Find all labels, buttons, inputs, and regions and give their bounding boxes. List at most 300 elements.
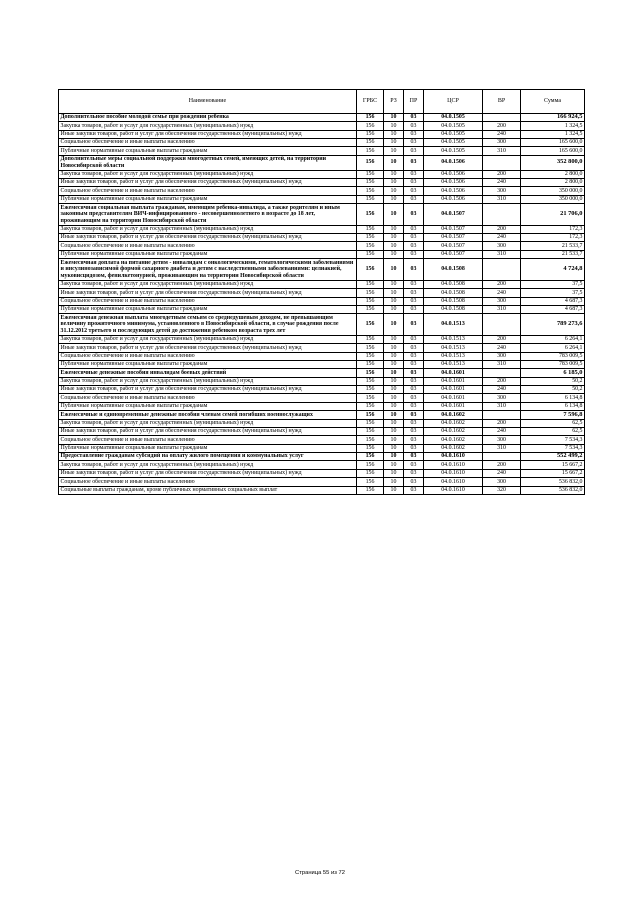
cell-name: Закупка товаров, работ и услуг для государственных (муниципальных) нужд (59, 377, 357, 385)
cell-csr: 04.0.1506 (424, 170, 483, 178)
cell-sum: 352 800,0 (521, 155, 585, 170)
cell-vr: 300 (483, 187, 521, 195)
column-header-rz: РЗ (384, 90, 404, 114)
cell-rz: 10 (384, 289, 404, 297)
cell-grbs: 156 (357, 130, 384, 138)
cell-sum: 4 724,8 (521, 259, 585, 281)
cell-name: Закупка товаров, работ и услуг для государственных (муниципальных) нужд (59, 225, 357, 233)
cell-name: Дополнительное пособие молодой семье при рождении ребенка (59, 113, 357, 121)
cell-name: Предоставление гражданам субсидий на оплату жилого помещения и коммунальных услуг (59, 453, 357, 461)
table-row (59, 242, 585, 250)
table-row (59, 225, 585, 233)
cell-vr: 200 (483, 122, 521, 130)
cell-name: Социальное обеспечение и иные выплаты населению (59, 138, 357, 146)
cell-pr: 03 (404, 394, 424, 402)
cell-name: Социальное обеспечение и иные выплаты населению (59, 478, 357, 486)
cell-csr: 04.0.1507 (424, 250, 483, 258)
cell-csr: 04.0.1610 (424, 469, 483, 477)
cell-sum: 1 324,5 (521, 122, 585, 130)
cell-sum: 37,5 (521, 289, 585, 297)
cell-grbs: 156 (357, 147, 384, 155)
table-row (59, 478, 585, 486)
table-section-row (59, 314, 585, 336)
cell-vr: 200 (483, 461, 521, 469)
cell-name: Иные закупки товаров, работ и услуг для обеспечения государственных (муниципальных) нужд (59, 427, 357, 435)
cell-grbs: 156 (357, 486, 384, 494)
table-row (59, 394, 585, 402)
cell-csr: 04.0.1601 (424, 402, 483, 410)
cell-vr: 200 (483, 377, 521, 385)
cell-sum: 15 667,2 (521, 469, 585, 477)
cell-rz: 10 (384, 360, 404, 368)
cell-vr: 310 (483, 305, 521, 313)
cell-grbs: 156 (357, 187, 384, 195)
cell-sum: 172,3 (521, 225, 585, 233)
cell-sum: 783 009,5 (521, 360, 585, 368)
column-header-pr: ПР (404, 90, 424, 114)
cell-rz: 10 (384, 130, 404, 138)
cell-sum: 4 687,3 (521, 305, 585, 313)
cell-vr: 300 (483, 436, 521, 444)
cell-sum: 350 000,0 (521, 187, 585, 195)
cell-vr: 240 (483, 386, 521, 394)
cell-vr: 240 (483, 427, 521, 435)
cell-rz: 10 (384, 259, 404, 281)
cell-grbs: 156 (357, 444, 384, 452)
table-section-row (59, 259, 585, 281)
cell-sum: 62,5 (521, 419, 585, 427)
cell-vr: 300 (483, 478, 521, 486)
cell-pr: 03 (404, 242, 424, 250)
cell-pr: 03 (404, 234, 424, 242)
cell-csr: 04.0.1507 (424, 242, 483, 250)
cell-grbs: 156 (357, 204, 384, 226)
cell-csr: 04.0.1601 (424, 394, 483, 402)
cell-vr: 300 (483, 394, 521, 402)
cell-vr (483, 314, 521, 336)
cell-rz: 10 (384, 369, 404, 377)
cell-sum: 2 800,0 (521, 179, 585, 187)
cell-grbs: 156 (357, 394, 384, 402)
cell-sum: 2 800,0 (521, 170, 585, 178)
cell-grbs: 156 (357, 259, 384, 281)
table-row (59, 179, 585, 187)
cell-vr: 240 (483, 179, 521, 187)
cell-name: Иные закупки товаров, работ и услуг для обеспечения государственных (муниципальных) нужд (59, 469, 357, 477)
cell-rz: 10 (384, 250, 404, 258)
table-row (59, 147, 585, 155)
cell-grbs: 156 (357, 386, 384, 394)
cell-csr: 04.0.1507 (424, 225, 483, 233)
cell-sum: 783 009,5 (521, 352, 585, 360)
cell-name: Закупка товаров, работ и услуг для государственных (муниципальных) нужд (59, 280, 357, 288)
cell-vr: 240 (483, 344, 521, 352)
cell-grbs: 156 (357, 225, 384, 233)
cell-rz: 10 (384, 411, 404, 419)
cell-grbs: 156 (357, 402, 384, 410)
cell-rz: 10 (384, 444, 404, 452)
cell-sum: 6 264,1 (521, 344, 585, 352)
cell-grbs: 156 (357, 113, 384, 121)
cell-csr: 04.0.1505 (424, 130, 483, 138)
cell-name: Иные закупки товаров, работ и услуг для обеспечения государственных (муниципальных) нужд (59, 234, 357, 242)
table-row (59, 305, 585, 313)
cell-rz: 10 (384, 297, 404, 305)
cell-pr: 03 (404, 369, 424, 377)
cell-csr: 04.0.1601 (424, 386, 483, 394)
cell-grbs: 156 (357, 314, 384, 336)
cell-rz: 10 (384, 113, 404, 121)
cell-pr: 03 (404, 130, 424, 138)
cell-name: Иные закупки товаров, работ и услуг для обеспечения государственных (муниципальных) нужд (59, 386, 357, 394)
cell-name: Закупка товаров, работ и услуг для государственных (муниципальных) нужд (59, 419, 357, 427)
table-row (59, 469, 585, 477)
cell-sum: 350 000,0 (521, 195, 585, 203)
cell-csr: 04.0.1513 (424, 314, 483, 336)
cell-name: Публичные нормативные социальные выплаты гражданам (59, 444, 357, 452)
cell-pr: 03 (404, 187, 424, 195)
cell-vr: 240 (483, 469, 521, 477)
cell-sum: 4 687,3 (521, 297, 585, 305)
cell-csr: 04.0.1505 (424, 138, 483, 146)
cell-pr: 03 (404, 250, 424, 258)
cell-pr: 03 (404, 478, 424, 486)
cell-sum: 21 533,7 (521, 250, 585, 258)
cell-rz: 10 (384, 204, 404, 226)
cell-vr (483, 259, 521, 281)
cell-grbs: 156 (357, 419, 384, 427)
table-section-row (59, 113, 585, 121)
cell-rz: 10 (384, 179, 404, 187)
cell-sum: 37,5 (521, 280, 585, 288)
cell-vr: 240 (483, 289, 521, 297)
cell-sum: 7 534,3 (521, 444, 585, 452)
table-row (59, 419, 585, 427)
cell-grbs: 156 (357, 234, 384, 242)
cell-grbs: 156 (357, 155, 384, 170)
cell-vr (483, 113, 521, 121)
cell-vr (483, 453, 521, 461)
cell-csr: 04.0.1602 (424, 444, 483, 452)
cell-rz: 10 (384, 394, 404, 402)
cell-grbs: 156 (357, 138, 384, 146)
cell-name: Ежемесячная денежная выплата многодетным семьям со среднедушевым доходом, не превышающим величину прожиточного минимума, установленного в Новосибирской области, в случае рождения после 31.12.2012 третьего и последующих детей до достижения ребенком возраста трех лет (59, 314, 357, 336)
cell-name: Социальное обеспечение и иные выплаты населению (59, 394, 357, 402)
cell-sum: 15 667,2 (521, 461, 585, 469)
table-section-row (59, 155, 585, 170)
cell-vr (483, 369, 521, 377)
cell-vr: 200 (483, 335, 521, 343)
cell-csr: 04.0.1610 (424, 486, 483, 494)
table-section-row (59, 411, 585, 419)
cell-name: Публичные нормативные социальные выплаты гражданам (59, 402, 357, 410)
cell-grbs: 156 (357, 360, 384, 368)
cell-pr: 03 (404, 377, 424, 385)
cell-name: Публичные нормативные социальные выплаты гражданам (59, 360, 357, 368)
cell-csr: 04.0.1601 (424, 377, 483, 385)
table-row (59, 461, 585, 469)
cell-rz: 10 (384, 195, 404, 203)
cell-sum: 6 134,8 (521, 402, 585, 410)
cell-rz: 10 (384, 427, 404, 435)
cell-grbs: 156 (357, 289, 384, 297)
cell-pr: 03 (404, 335, 424, 343)
cell-vr: 200 (483, 225, 521, 233)
cell-rz: 10 (384, 436, 404, 444)
cell-name: Ежемесячные и единовременные денежные пособия членам семей погибших военнослужащих (59, 411, 357, 419)
cell-grbs: 156 (357, 469, 384, 477)
cell-name: Социальное обеспечение и иные выплаты населению (59, 242, 357, 250)
cell-rz: 10 (384, 478, 404, 486)
cell-pr: 03 (404, 225, 424, 233)
table-row (59, 138, 585, 146)
cell-sum: 6 134,8 (521, 394, 585, 402)
cell-pr: 03 (404, 436, 424, 444)
cell-rz: 10 (384, 461, 404, 469)
cell-vr: 310 (483, 444, 521, 452)
cell-sum: 50,2 (521, 386, 585, 394)
cell-csr: 04.0.1513 (424, 335, 483, 343)
cell-grbs: 156 (357, 352, 384, 360)
cell-grbs: 156 (357, 305, 384, 313)
cell-pr: 03 (404, 352, 424, 360)
cell-grbs: 156 (357, 411, 384, 419)
column-header-sum: Сумма (521, 90, 585, 114)
table-row (59, 297, 585, 305)
cell-csr: 04.0.1601 (424, 369, 483, 377)
cell-name: Публичные нормативные социальные выплаты гражданам (59, 147, 357, 155)
cell-vr: 300 (483, 242, 521, 250)
cell-rz: 10 (384, 170, 404, 178)
cell-sum: 21 706,0 (521, 204, 585, 226)
cell-grbs: 156 (357, 170, 384, 178)
cell-vr (483, 155, 521, 170)
cell-name: Ежемесячная доплата на питание детям - инвалидам с онкологическими, гематологическими заболеваниями и инсулинозависимой формой сахарного диабета и детям с наследственными заболеваниями: целиакией, муковисцидозом, фенилкетонурией, проживающим на территории Новосибирской области (59, 259, 357, 281)
cell-csr: 04.0.1505 (424, 113, 483, 121)
cell-grbs: 156 (357, 453, 384, 461)
cell-csr: 04.0.1610 (424, 478, 483, 486)
budget-table (58, 89, 585, 495)
cell-pr: 03 (404, 259, 424, 281)
cell-name: Закупка товаров, работ и услуг для государственных (муниципальных) нужд (59, 170, 357, 178)
cell-name: Закупка товаров, работ и услуг для государственных (муниципальных) нужд (59, 461, 357, 469)
cell-sum: 6 185,0 (521, 369, 585, 377)
cell-grbs: 156 (357, 335, 384, 343)
table-row (59, 187, 585, 195)
cell-rz: 10 (384, 377, 404, 385)
table-row (59, 280, 585, 288)
cell-vr: 200 (483, 419, 521, 427)
cell-pr: 03 (404, 155, 424, 170)
cell-sum: 552 499,2 (521, 453, 585, 461)
cell-rz: 10 (384, 386, 404, 394)
cell-rz: 10 (384, 402, 404, 410)
cell-rz: 10 (384, 122, 404, 130)
cell-name: Иные закупки товаров, работ и услуг для обеспечения государственных (муниципальных) нужд (59, 179, 357, 187)
column-header-csr: ЦСР (424, 90, 483, 114)
cell-pr: 03 (404, 170, 424, 178)
cell-name: Публичные нормативные социальные выплаты гражданам (59, 195, 357, 203)
cell-vr: 200 (483, 280, 521, 288)
cell-vr: 320 (483, 486, 521, 494)
cell-sum: 7 534,3 (521, 436, 585, 444)
cell-grbs: 156 (357, 478, 384, 486)
table-row (59, 234, 585, 242)
cell-pr: 03 (404, 486, 424, 494)
cell-pr: 03 (404, 419, 424, 427)
cell-sum: 165 600,0 (521, 147, 585, 155)
cell-grbs: 156 (357, 297, 384, 305)
cell-grbs: 156 (357, 461, 384, 469)
cell-rz: 10 (384, 469, 404, 477)
cell-rz: 10 (384, 225, 404, 233)
cell-grbs: 156 (357, 427, 384, 435)
column-header-grbs: ГРБС (357, 90, 384, 114)
cell-name: Иные закупки товаров, работ и услуг для обеспечения государственных (муниципальных) нужд (59, 289, 357, 297)
cell-pr: 03 (404, 179, 424, 187)
cell-sum: 21 533,7 (521, 242, 585, 250)
cell-csr: 04.0.1508 (424, 259, 483, 281)
cell-csr: 04.0.1602 (424, 436, 483, 444)
cell-pr: 03 (404, 469, 424, 477)
cell-pr: 03 (404, 453, 424, 461)
cell-pr: 03 (404, 411, 424, 419)
cell-rz: 10 (384, 344, 404, 352)
cell-vr: 300 (483, 138, 521, 146)
cell-csr: 04.0.1513 (424, 344, 483, 352)
cell-csr: 04.0.1508 (424, 289, 483, 297)
table-row (59, 444, 585, 452)
cell-name: Иные закупки товаров, работ и услуг для обеспечения государственных (муниципальных) нужд (59, 344, 357, 352)
cell-name: Социальные выплаты гражданам, кроме публичных нормативных социальных выплат (59, 486, 357, 494)
cell-pr: 03 (404, 138, 424, 146)
cell-sum: 789 273,6 (521, 314, 585, 336)
cell-sum: 165 600,0 (521, 138, 585, 146)
cell-csr: 04.0.1506 (424, 155, 483, 170)
cell-vr: 200 (483, 170, 521, 178)
cell-csr: 04.0.1602 (424, 419, 483, 427)
cell-grbs: 156 (357, 179, 384, 187)
cell-csr: 04.0.1508 (424, 305, 483, 313)
cell-grbs: 156 (357, 369, 384, 377)
table-row (59, 335, 585, 343)
cell-pr: 03 (404, 402, 424, 410)
cell-rz: 10 (384, 187, 404, 195)
cell-rz: 10 (384, 147, 404, 155)
cell-pr: 03 (404, 444, 424, 452)
cell-name: Ежемесячные денежные пособия инвалидам боевых действий (59, 369, 357, 377)
cell-rz: 10 (384, 453, 404, 461)
table-row (59, 427, 585, 435)
cell-name: Публичные нормативные социальные выплаты гражданам (59, 250, 357, 258)
cell-pr: 03 (404, 297, 424, 305)
cell-grbs: 156 (357, 242, 384, 250)
table-row (59, 344, 585, 352)
cell-pr: 03 (404, 344, 424, 352)
cell-sum: 50,2 (521, 377, 585, 385)
cell-name: Социальное обеспечение и иные выплаты населению (59, 352, 357, 360)
cell-csr: 04.0.1505 (424, 122, 483, 130)
cell-csr: 04.0.1513 (424, 360, 483, 368)
cell-sum: 536 832,0 (521, 486, 585, 494)
cell-grbs: 156 (357, 280, 384, 288)
cell-name: Ежемесячная социальная выплата гражданам, имеющим ребенка-инвалида, а также родителям и иным законным представителям ВИЧ-инфицированного - несовершеннолетнего в возрасте до 18 лет, проживающим на территории Новосибирской области (59, 204, 357, 226)
cell-pr: 03 (404, 427, 424, 435)
cell-vr: 310 (483, 360, 521, 368)
table-row (59, 352, 585, 360)
cell-name: Социальное обеспечение и иные выплаты населению (59, 436, 357, 444)
cell-csr: 04.0.1602 (424, 411, 483, 419)
cell-rz: 10 (384, 305, 404, 313)
cell-csr: 04.0.1507 (424, 234, 483, 242)
table-body (59, 113, 585, 494)
cell-csr: 04.0.1513 (424, 352, 483, 360)
cell-rz: 10 (384, 352, 404, 360)
cell-grbs: 156 (357, 377, 384, 385)
page-number: Страница 55 из 72 (295, 870, 345, 876)
table-row (59, 250, 585, 258)
cell-grbs: 156 (357, 195, 384, 203)
cell-pr: 03 (404, 204, 424, 226)
cell-pr: 03 (404, 314, 424, 336)
cell-vr: 300 (483, 352, 521, 360)
cell-grbs: 156 (357, 122, 384, 130)
cell-csr: 04.0.1508 (424, 297, 483, 305)
table-row (59, 170, 585, 178)
cell-vr: 310 (483, 195, 521, 203)
cell-vr: 300 (483, 297, 521, 305)
cell-csr: 04.0.1505 (424, 147, 483, 155)
cell-sum: 7 596,8 (521, 411, 585, 419)
cell-pr: 03 (404, 305, 424, 313)
table-header-row (59, 90, 585, 114)
cell-sum: 6 264,1 (521, 335, 585, 343)
table-section-row (59, 453, 585, 461)
cell-csr: 04.0.1506 (424, 195, 483, 203)
cell-name: Закупка товаров, работ и услуг для государственных (муниципальных) нужд (59, 335, 357, 343)
column-header-name: Наименование (59, 90, 357, 114)
column-header-vr: ВР (483, 90, 521, 114)
table-row (59, 402, 585, 410)
table-row (59, 436, 585, 444)
cell-vr (483, 204, 521, 226)
cell-csr: 04.0.1507 (424, 204, 483, 226)
cell-csr: 04.0.1610 (424, 461, 483, 469)
table-row (59, 130, 585, 138)
table-section-row (59, 369, 585, 377)
cell-rz: 10 (384, 234, 404, 242)
cell-rz: 10 (384, 242, 404, 250)
table-row (59, 386, 585, 394)
cell-csr: 04.0.1508 (424, 280, 483, 288)
cell-name: Закупка товаров, работ и услуг для государственных (муниципальных) нужд (59, 122, 357, 130)
cell-sum: 172,3 (521, 234, 585, 242)
cell-sum: 62,5 (521, 427, 585, 435)
cell-rz: 10 (384, 419, 404, 427)
cell-grbs: 156 (357, 250, 384, 258)
cell-sum: 1 324,5 (521, 130, 585, 138)
cell-pr: 03 (404, 360, 424, 368)
cell-rz: 10 (384, 138, 404, 146)
cell-pr: 03 (404, 147, 424, 155)
table-row (59, 122, 585, 130)
cell-sum: 166 924,5 (521, 113, 585, 121)
cell-csr: 04.0.1506 (424, 179, 483, 187)
cell-grbs: 156 (357, 436, 384, 444)
cell-vr: 310 (483, 402, 521, 410)
cell-name: Социальное обеспечение и иные выплаты населению (59, 187, 357, 195)
table-row (59, 377, 585, 385)
